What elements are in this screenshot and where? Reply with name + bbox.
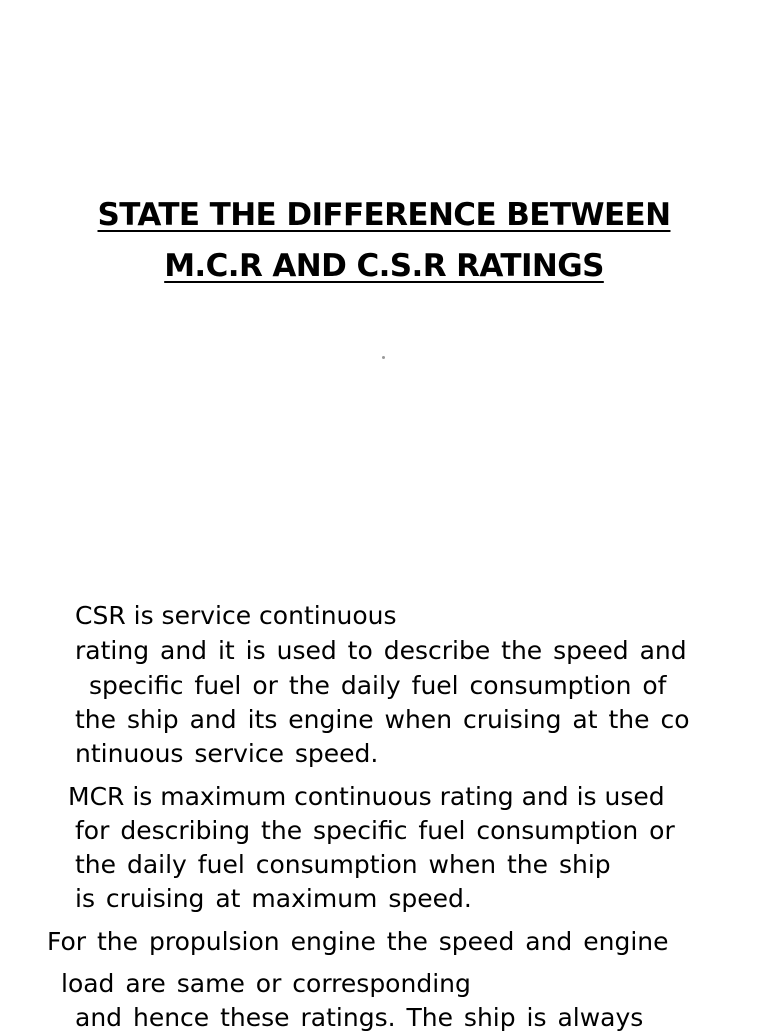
- page-title-line-2: M.C.R AND C.S.R RATINGS: [164, 248, 604, 284]
- mcr-line-1: MCR is maximum continuous rating and is used: [68, 782, 665, 811]
- csr-line-1: CSR is service continuous: [75, 601, 397, 630]
- mcr-line-3: the daily fuel consumption when the ship: [75, 850, 611, 879]
- propulsion-line-2: load are same or corresponding: [61, 969, 471, 998]
- propulsion-line-3: and hence these ratings. The ship is always: [75, 1003, 644, 1032]
- propulsion-line-1: For the propulsion engine the speed and engine: [47, 927, 669, 956]
- mcr-line-2: for describing the specific fuel consumption or: [75, 816, 675, 845]
- page-title-line-1: STATE THE DIFFERENCE BETWEEN: [97, 197, 671, 233]
- csr-line-4: the ship and its engine when cruising at the co: [75, 705, 690, 734]
- csr-line-5: ntinuous service speed.: [75, 739, 379, 768]
- decorative-dot: [382, 356, 385, 359]
- csr-line-2: rating and it is used to describe the speed and: [75, 636, 687, 665]
- csr-line-3: specific fuel or the daily fuel consumption of: [89, 671, 667, 700]
- mcr-line-4: is cruising at maximum speed.: [75, 884, 472, 913]
